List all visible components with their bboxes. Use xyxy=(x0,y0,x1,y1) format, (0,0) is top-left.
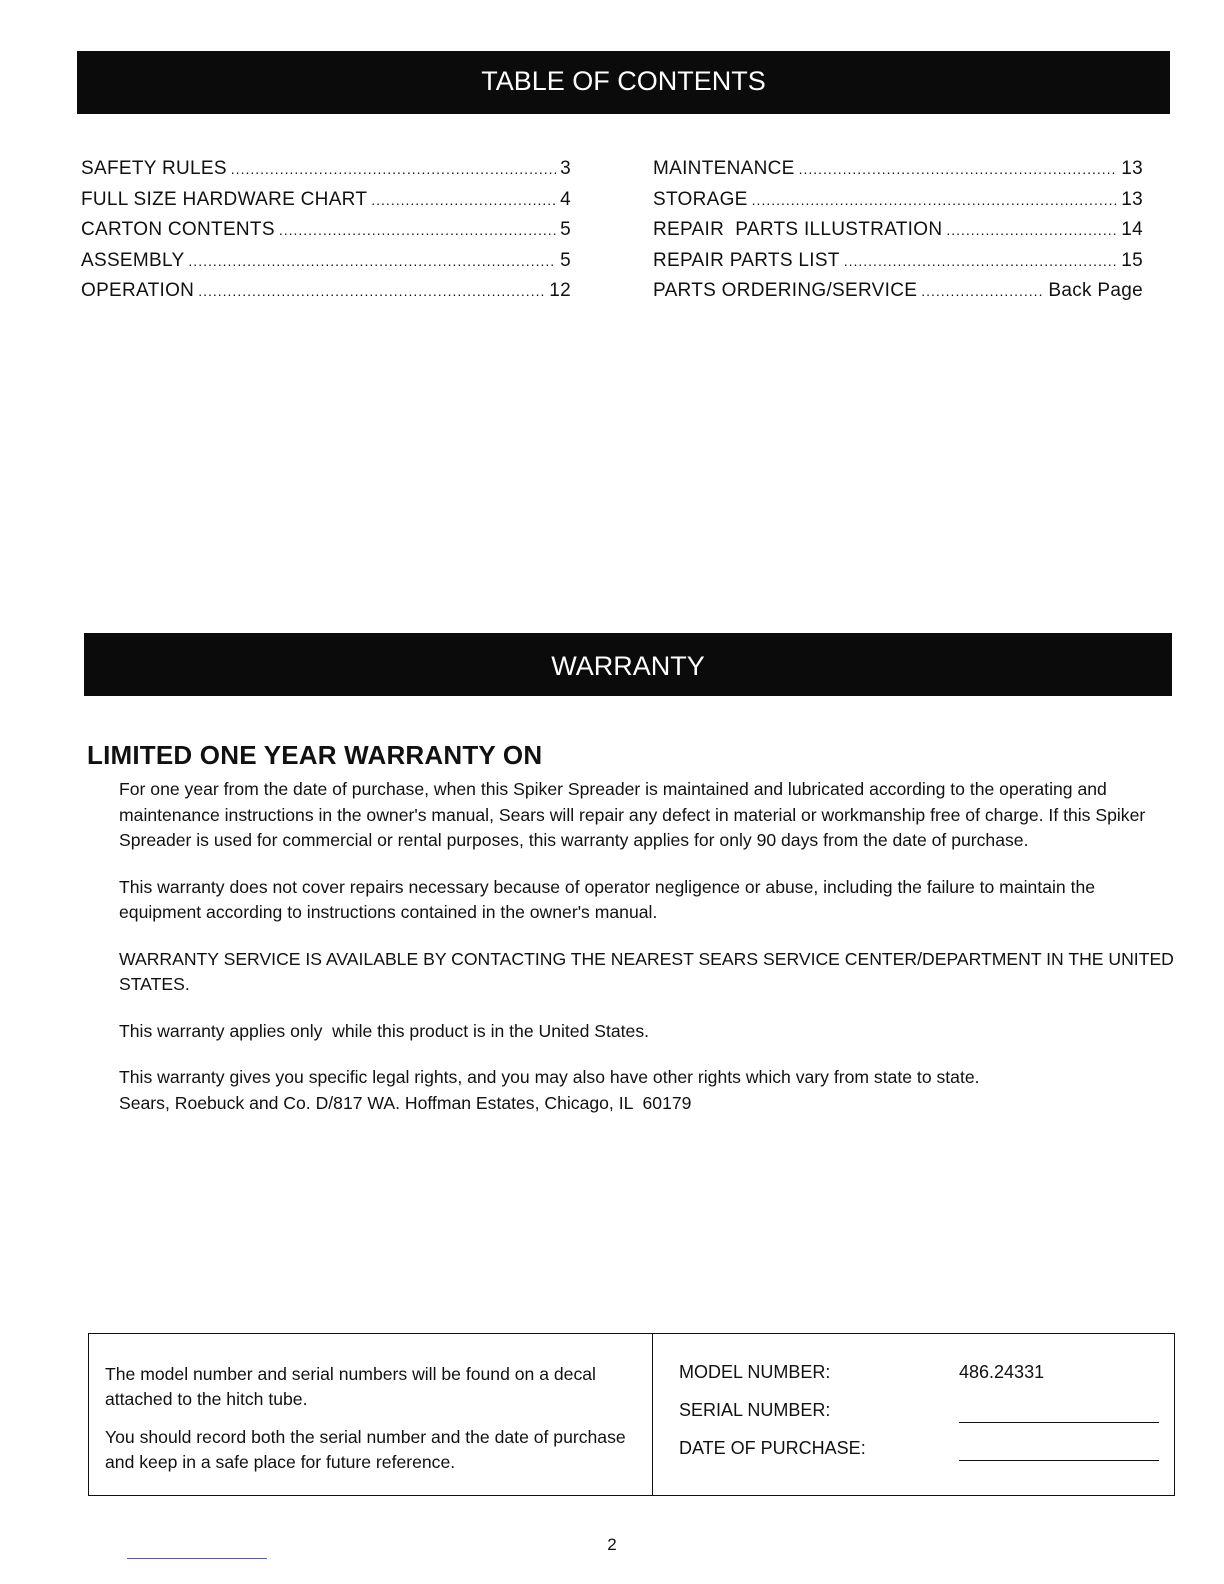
serial-number-row xyxy=(679,1400,1159,1438)
toc-entry xyxy=(81,185,571,216)
toc-entry xyxy=(653,246,1143,277)
warranty-paragraph: This warranty applies only while this product is in the United States. xyxy=(119,1020,650,1041)
warranty-address: Sears, Roebuck and Co. D/817 WA. Hoffman Estates, Chicago, IL 60179 xyxy=(119,1092,692,1113)
toc-entry-page: 13 xyxy=(1121,158,1143,179)
toc-entry-label: OPERATION xyxy=(81,280,195,302)
toc-entry-page: 3 xyxy=(560,158,571,179)
info-note: You should record both the serial number and the date of purchase and keep in a safe place for future reference. xyxy=(105,1427,626,1472)
toc-entry-page: 13 xyxy=(1121,188,1143,210)
toc-right-column xyxy=(653,154,1143,307)
toc-entry-page: 5 xyxy=(560,249,571,271)
toc-entry-label: REPAIR PARTS LIST xyxy=(653,249,840,271)
product-info-box xyxy=(88,1333,1175,1496)
toc-entry xyxy=(653,215,1143,246)
toc-entry xyxy=(653,276,1143,307)
margin-rule xyxy=(127,1558,267,1559)
warranty-body xyxy=(119,777,1174,1116)
info-note: The model number and serial numbers will be found on a decal attached to the hitch tube. xyxy=(105,1364,596,1409)
toc-entry-label: STORAGE xyxy=(653,188,748,210)
model-number-value: 486.24331 xyxy=(959,1362,1045,1382)
toc-entry xyxy=(81,276,571,307)
toc-entry xyxy=(81,246,571,277)
toc-entry-label: SAFETY RULES xyxy=(81,158,227,179)
toc-entry-label: FULL SIZE HARDWARE CHART xyxy=(81,188,368,210)
serial-number-blank xyxy=(959,1422,1159,1423)
warranty-paragraph: WARRANTY SERVICE IS AVAILABLE BY CONTACTING THE NEAREST SEARS SERVICE CENTER/DEPARTMENT IN THE UNITED STATES. xyxy=(119,948,1174,994)
toc-entry-label: MAINTENANCE xyxy=(653,158,795,179)
serial-number-label: SERIAL NUMBER: xyxy=(679,1400,831,1420)
toc-entry xyxy=(653,154,1143,185)
date-of-purchase-row xyxy=(679,1438,1159,1476)
toc-entry-label: REPAIR PARTS ILLUSTRATION xyxy=(653,219,943,241)
warranty-title-bar xyxy=(84,633,1172,696)
date-of-purchase-label: DATE OF PURCHASE: xyxy=(679,1438,866,1458)
toc-entry-page: 4 xyxy=(560,188,571,210)
warranty-paragraph: This warranty gives you specific legal rights, and you may also have other rights which vary from state to state. xyxy=(119,1067,980,1087)
toc-entry xyxy=(81,154,571,185)
product-info-fields xyxy=(679,1362,1159,1476)
toc-entry-label: CARTON CONTENTS xyxy=(81,219,275,241)
toc-entry xyxy=(653,185,1143,216)
toc-title: TABLE OF CONTENTS xyxy=(481,66,766,96)
page-number: 2 xyxy=(607,1535,617,1554)
date-of-purchase-blank xyxy=(959,1460,1159,1461)
toc-entry-page: 5 xyxy=(560,219,571,241)
toc-entry-page: 14 xyxy=(1121,219,1143,241)
warranty-paragraph: For one year from the date of purchase, when this Spiker Spreader is maintained and lubricated according to the operating and maintenance instructions in the owner's manual, Sears will repair any defect in material or workmanship free of charge. If this Spiker Spreader is used for commercial or rental purposes, this warranty applies for only 90 days from the date of purchase. xyxy=(119,779,1146,850)
toc-title-bar xyxy=(77,51,1170,114)
warranty-paragraph: This warranty does not cover repairs necessary because of operator negligence or abuse, including the failure to maintain the equipment according to instructions contained in the owner's manual. xyxy=(119,876,1096,922)
toc-entry-page: 15 xyxy=(1121,249,1143,271)
toc-entry-label: PARTS ORDERING/SERVICE xyxy=(653,280,918,302)
model-number-label: MODEL NUMBER: xyxy=(679,1362,831,1382)
toc-entry-page: 12 xyxy=(549,280,571,302)
toc-entry xyxy=(81,215,571,246)
toc-entry-page: Back Page xyxy=(1048,280,1143,302)
warranty-heading: LIMITED ONE YEAR WARRANTY ON xyxy=(87,740,543,770)
toc-left-column xyxy=(81,154,571,307)
toc-entry-label: ASSEMBLY xyxy=(81,249,185,271)
model-number-row xyxy=(679,1362,1159,1400)
product-info-notes xyxy=(89,1334,653,1495)
warranty-title: WARRANTY xyxy=(551,651,705,681)
